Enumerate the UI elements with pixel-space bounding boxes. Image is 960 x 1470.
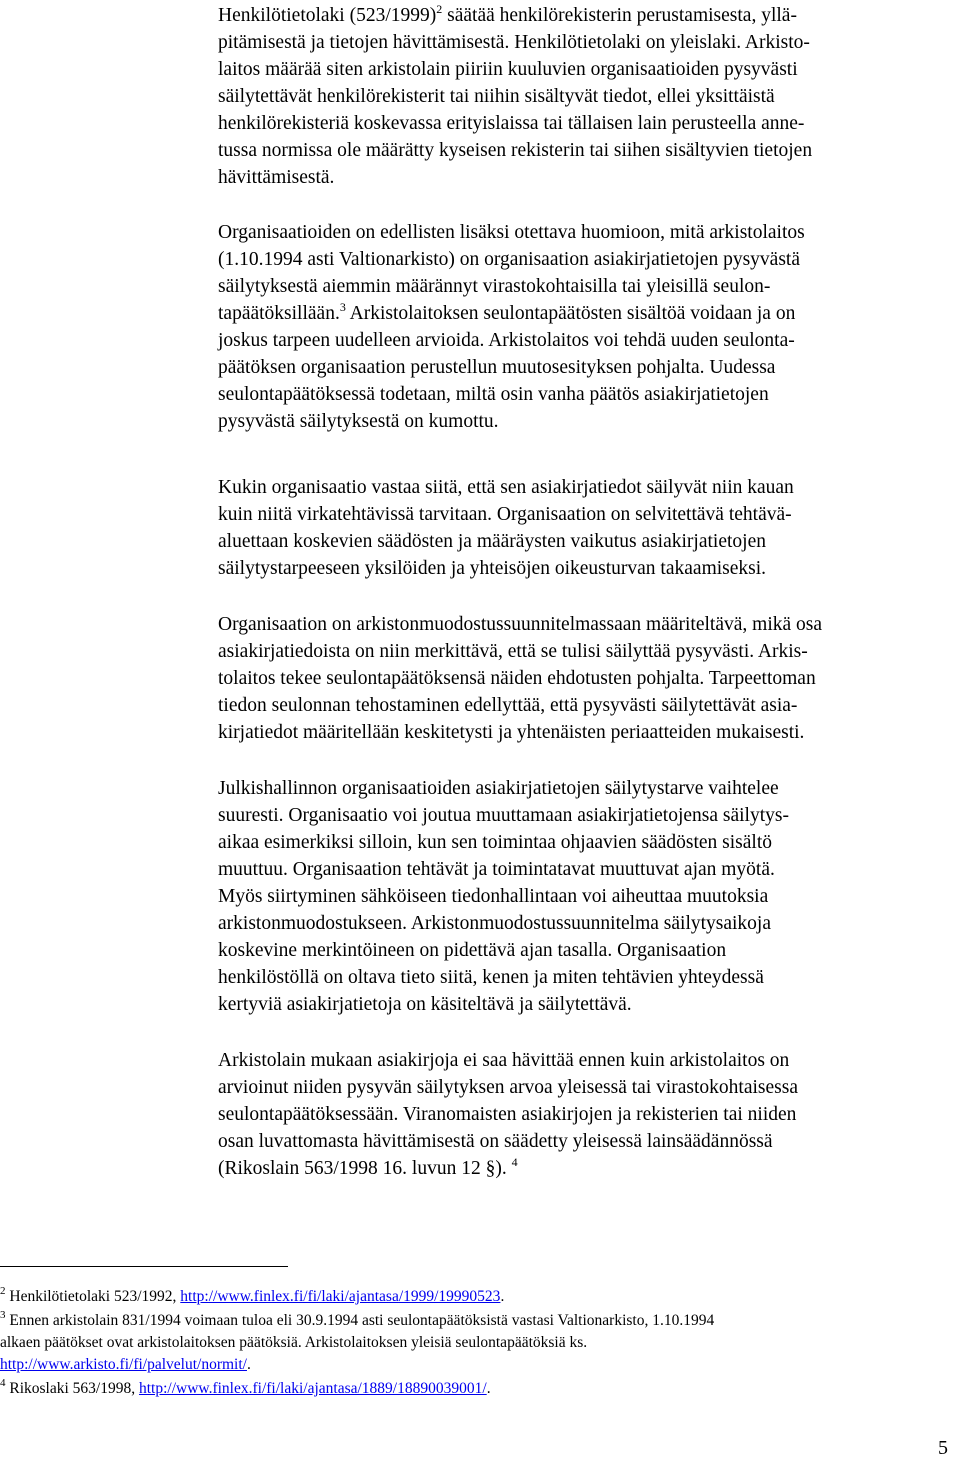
text-run: säilytyksestä aiemmin määrännyt virastokohtaisilla tai yleisillä seulon-	[218, 276, 771, 297]
footnote-line	[0, 1332, 587, 1354]
footnote-number: 2	[0, 1285, 6, 1297]
footnote-text: Henkilötietolaki 523/1992,	[5, 1288, 181, 1305]
text-line	[218, 856, 789, 883]
footnote-text: alkaen päätökset ovat arkistolaitoksen päätöksiä. Arkistolaitoksen yleisiä seulontapäätöksiä ks.	[0, 1334, 588, 1351]
text-line	[218, 56, 812, 83]
text-run: asiakirjatiedoista on niin merkittävä, että se tulisi säilyttää pysyvästi. Arkis-	[218, 641, 808, 662]
text-run: aikaa esimerkiksi silloin, kun sen toimintaa ohjaavien säädösten sisältö	[218, 832, 773, 853]
text-run: arvioinut niiden pysyvän säilytyksen arvoa yleisessä tai virastokohtaisessa	[218, 1077, 799, 1098]
text-line	[218, 474, 794, 501]
footnote-reference: 3	[339, 300, 346, 314]
text-run: Organisaation on arkistonmuodostussuunnitelmassaan määriteltävä, mikä osa	[218, 614, 823, 635]
text-line	[218, 327, 805, 354]
text-run: joskus tarpeen uudelleen arvioida. Arkistolaitos voi tehdä uuden seulonta-	[218, 330, 795, 351]
text-line	[218, 611, 822, 638]
text-run: Myös siirtyminen sähköiseen tiedonhallintaan voi aiheuttaa muutoksia	[218, 886, 769, 907]
footnote-line	[0, 1286, 504, 1308]
text-run: Organisaatioiden on edellisten lisäksi otettava huomioon, mitä arkistolaitos	[218, 222, 805, 243]
text-run: säätää henkilörekisterin perustamisesta, yllä-	[442, 5, 797, 26]
text-line	[218, 381, 805, 408]
text-run: koskevine merkintöineen on pidettävä ajan tasalla. Organisaation	[218, 940, 727, 961]
text-line	[218, 937, 789, 964]
text-line	[218, 273, 805, 300]
text-run: kuin niitä virkatehtävissä tarvitaan. Organisaation on selvitettävä tehtävä-	[218, 504, 792, 525]
footnote-number: 3	[0, 1309, 6, 1321]
text-run: hävittämisestä.	[218, 167, 335, 188]
footnote-separator-rule	[0, 1266, 288, 1267]
footnote-text-end: .	[246, 1356, 251, 1373]
text-run: (Rikoslain 563/1998 16. luvun 12 §).	[218, 1158, 512, 1179]
text-run: muuttuu. Organisaation tehtävät ja toimintatavat muuttuvat ajan myötä.	[218, 859, 775, 880]
text-line	[218, 991, 789, 1018]
text-run: pitämisestä ja tietojen hävittämisestä. Henkilötietolaki on yleislaki. Arkisto-	[218, 32, 810, 53]
text-line	[218, 1128, 798, 1155]
page-number: 5	[938, 1437, 948, 1459]
footnote-line	[0, 1310, 714, 1332]
text-line	[218, 1047, 798, 1074]
body-paragraph	[218, 775, 789, 1018]
footnote-reference: 4	[511, 1155, 518, 1169]
text-line	[218, 354, 805, 381]
footnote-number: 4	[0, 1377, 6, 1389]
text-run: tussa normissa ole määrätty kyseisen rekisterin tai siihen sisältyvien tietojen	[218, 140, 813, 161]
text-run: Kukin organisaatio vastaa siitä, että sen asiakirjatiedot säilyvät niin kauan	[218, 477, 794, 498]
text-run: aluettaan koskevien säädösten ja määräysten vaikutus asiakirjatietojen	[218, 531, 766, 552]
text-run: säilytettävät henkilörekisterit tai niihin sisältyvät tiedot, ellei yksittäistä	[218, 86, 775, 107]
footnote-text: Rikoslaki 563/1998,	[5, 1380, 139, 1397]
footnote-reference: 2	[436, 2, 443, 16]
text-line	[218, 665, 822, 692]
text-line	[218, 164, 812, 191]
footnote-line	[0, 1378, 491, 1400]
footnote-link[interactable]: http://www.finlex.fi/fi/laki/ajantasa/1889/18890039001/	[138, 1380, 487, 1397]
text-run: seulontapäätöksessä todetaan, miltä osin vanha päätös asiakirjatietojen	[218, 384, 769, 405]
footnote-text-end: .	[486, 1380, 491, 1397]
footnote-line	[0, 1354, 251, 1376]
text-run: kirjatiedot määritellään keskitetysti ja yhtenäisten periaatteiden mukaisesti.	[218, 722, 805, 743]
text-line	[218, 501, 794, 528]
text-run: tiedon seulonnan tehostaminen edellyttää, että pysyvästi säilytettävät asia-	[218, 695, 798, 716]
text-run: Arkistolaitoksen seulontapäätösten sisältöä voidaan ja on	[345, 303, 796, 324]
text-run: seulontapäätöksessään. Viranomaisten asiakirjojen ja rekisterien tai niiden	[218, 1104, 797, 1125]
text-line	[218, 883, 789, 910]
text-run: (1.10.1994 asti Valtionarkisto) on organisaation asiakirjatietojen pysyvästä	[218, 249, 801, 270]
text-line	[218, 1101, 798, 1128]
footnote-text: Ennen arkistolain 831/1994 voimaan tuloa eli 30.9.1994 asti seulontapäätöksistä vastasi Valtionarkisto, 1.10.1994	[5, 1312, 715, 1329]
text-run: Henkilötietolaki (523/1999)	[218, 5, 437, 26]
text-run: arkistonmuodostukseen. Arkistonmuodostussuunnitelma säilytysaikoja	[218, 913, 772, 934]
text-line	[218, 137, 812, 164]
text-line	[218, 692, 822, 719]
text-run: Arkistolain mukaan asiakirjoja ei saa hävittää ennen kuin arkistolaitos on	[218, 1050, 790, 1071]
text-line	[218, 528, 794, 555]
text-run: säilytystarpeeseen yksilöiden ja yhteisöjen oikeusturvan takaamiseksi.	[218, 558, 767, 579]
text-run: Julkishallinnon organisaatioiden asiakirjatietojen säilytystarve vaihtelee	[218, 778, 779, 799]
text-line	[218, 775, 789, 802]
footnote-text-end: .	[500, 1288, 505, 1305]
text-line	[218, 719, 822, 746]
footnote-link[interactable]: http://www.arkisto.fi/fi/palvelut/normit/	[0, 1356, 247, 1373]
text-line	[218, 110, 812, 137]
text-run: päätöksen organisaation perustellun muutosesityksen pohjalta. Uudessa	[218, 357, 776, 378]
body-paragraph	[218, 474, 794, 582]
text-line	[218, 300, 805, 327]
text-line	[218, 29, 812, 56]
text-line	[218, 2, 812, 29]
text-line	[218, 1155, 798, 1182]
text-line	[218, 555, 794, 582]
body-paragraph	[218, 611, 822, 746]
text-run: pysyvästä säilytyksestä on kumottu.	[218, 411, 499, 432]
text-run: henkilöstöllä on oltava tieto siitä, kenen ja miten tehtävien yhteydessä	[218, 967, 764, 988]
text-run: osan luvattomasta hävittämisestä on säädetty yleisessä lainsäädännössä	[218, 1131, 773, 1152]
text-run: suuresti. Organisaatio voi joutua muuttamaan asiakirjatietojensa säilytys-	[218, 805, 789, 826]
text-line	[218, 83, 812, 110]
text-line	[218, 964, 789, 991]
text-line	[218, 246, 805, 273]
body-paragraph	[218, 2, 812, 191]
text-run: henkilörekisteriä koskevassa erityislaissa tai tällaisen lain perusteella anne-	[218, 113, 805, 134]
text-line	[218, 802, 789, 829]
footnote-link[interactable]: http://www.finlex.fi/fi/laki/ajantasa/1999/19990523	[180, 1288, 501, 1305]
text-run: tapäätöksillään.	[218, 303, 340, 324]
text-line	[218, 638, 822, 665]
text-line	[218, 219, 805, 246]
text-line	[218, 910, 789, 937]
text-run: tolaitos tekee seulontapäätöksensä näiden ehdotusten pohjalta. Tarpeettoman	[218, 668, 816, 689]
body-paragraph	[218, 219, 805, 435]
text-line	[218, 829, 789, 856]
text-run: kertyviä asiakirjatietoja on käsiteltävä ja säilytettävä.	[218, 994, 632, 1015]
text-line	[218, 1074, 798, 1101]
text-line	[218, 408, 805, 435]
body-paragraph	[218, 1047, 798, 1182]
text-run: laitos määrää siten arkistolain piiriin kuuluvien organisaatioiden pysyvästi	[218, 59, 798, 80]
